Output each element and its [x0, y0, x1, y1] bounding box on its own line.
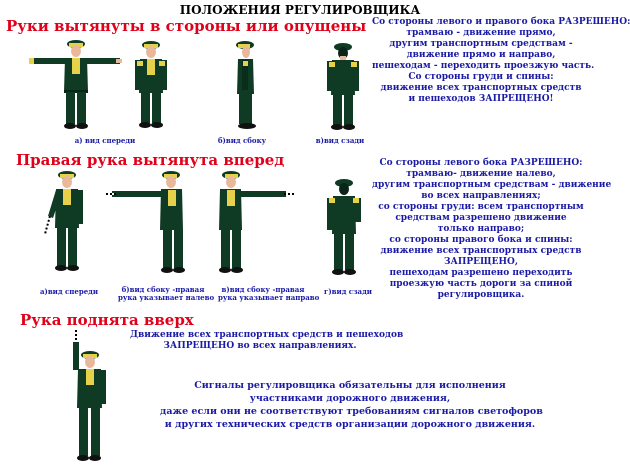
section1-info-line: пешеходам - переходить проезжую часть. — [372, 61, 595, 71]
page-title: ПОЛОЖЕНИЯ РЕГУЛИРОВЩИКА — [179, 3, 421, 17]
section2-info — [372, 158, 612, 301]
section2-caption-right-line: рука указывает направо — [218, 293, 320, 302]
section2-info-line: со стороны груди: всем транспортным — [378, 202, 584, 212]
section2-caption-left-line: рука указывает налево — [118, 293, 215, 302]
section3-info — [130, 330, 404, 352]
traffic-controller-side-pointing-right-figure — [210, 168, 296, 280]
section1-caption-back: в)вид сзади — [315, 136, 365, 145]
section2-info-line: ЗАПРЕЩЕНО, — [444, 257, 518, 267]
section1-caption-front: а) вид спереди — [74, 136, 136, 145]
section2-caption-left — [118, 285, 215, 302]
traffic-controller-back-arm-forward-figure — [324, 176, 364, 280]
section2-caption-right-line: в)вид сбоку -правая — [221, 285, 305, 294]
section1-info-line: движение прямо и направо, — [406, 50, 556, 60]
section2-caption-back-line: г)вид сзади — [324, 287, 372, 296]
traffic-controller-back-view-figure — [326, 40, 360, 132]
section2-caption-front — [34, 288, 104, 296]
section1-info-line: Со стороны груди и спины: — [408, 72, 554, 82]
section2-caption-left-line: б)вид сбоку -правая — [121, 285, 205, 294]
section2-heading: Правая рука вытянута вперед — [16, 151, 285, 169]
section2-info-line: только направо; — [437, 224, 525, 234]
section2-info-line: проезжую часть дороги за спиной — [389, 279, 573, 289]
section1-info-line: трамваю - движение прямо, — [406, 28, 556, 38]
traffic-controller-front-arm-forward-figure — [40, 168, 90, 278]
section1-info-line: другим транспортным средствам - — [389, 39, 573, 49]
section2-caption-front-line: а)вид спереди — [39, 287, 99, 296]
traffic-controller-side-pointing-left-figure — [106, 168, 192, 280]
section1-heading: Руки вытянуты в стороны или опущены — [6, 17, 367, 35]
section1-info-line: Со стороны левого и правого бока РАЗРЕШЕНО: — [372, 17, 630, 27]
section2-info-line: пешеходам разрешено переходить — [389, 268, 573, 278]
section1-info-line: движение всех транспортных средств — [380, 83, 582, 93]
section2-info-line: движение всех транспортных средств — [380, 246, 582, 256]
footer-note-line: даже если они не соответствуют требованиям сигналов светофоров — [160, 406, 543, 417]
section1-info — [372, 17, 630, 105]
footer-note — [160, 379, 543, 431]
section1-info-line: и пешеходов ЗАПРЕЩЕНО! — [408, 94, 554, 104]
section2-info-line: во всех направлениях; — [421, 191, 541, 201]
traffic-controller-front-arms-down-figure — [134, 38, 168, 130]
section2-info-line: средствам разрешено движение — [395, 213, 567, 223]
traffic-controller-front-arms-out-figure — [28, 36, 124, 131]
footer-note-line: Сигналы регулировщика обязательны для исполнения — [194, 380, 506, 391]
traffic-controller-arm-raised-figure — [60, 328, 110, 470]
section1-caption-side: б)вид сбоку — [217, 136, 267, 145]
section2-info-line: со стороны правого бока и спины: — [389, 235, 573, 245]
footer-note-line: и других технических средств организации дорожного движения. — [164, 419, 536, 430]
section2-caption-back — [318, 288, 378, 296]
section2-info-line: Со стороны левого бока РАЗРЕШЕНО: — [379, 158, 583, 168]
section2-caption-right — [218, 285, 320, 302]
section3-info-line: Движение всех транспортных средств и пешеходов — [130, 330, 404, 340]
section2-info-line: регулировщика. — [437, 290, 525, 300]
footer-note-line: участниками дорожного движения, — [249, 393, 451, 404]
section2-info-line: другим транспортным средствам - движение — [372, 180, 612, 190]
section3-heading: Рука поднята вверх — [20, 311, 194, 329]
section3-info-line: ЗАПРЕЩЕНО во всех направлениях. — [163, 341, 357, 351]
section2-info-line: трамваю- движение налево, — [406, 169, 556, 179]
traffic-controller-side-view-figure — [230, 38, 262, 132]
